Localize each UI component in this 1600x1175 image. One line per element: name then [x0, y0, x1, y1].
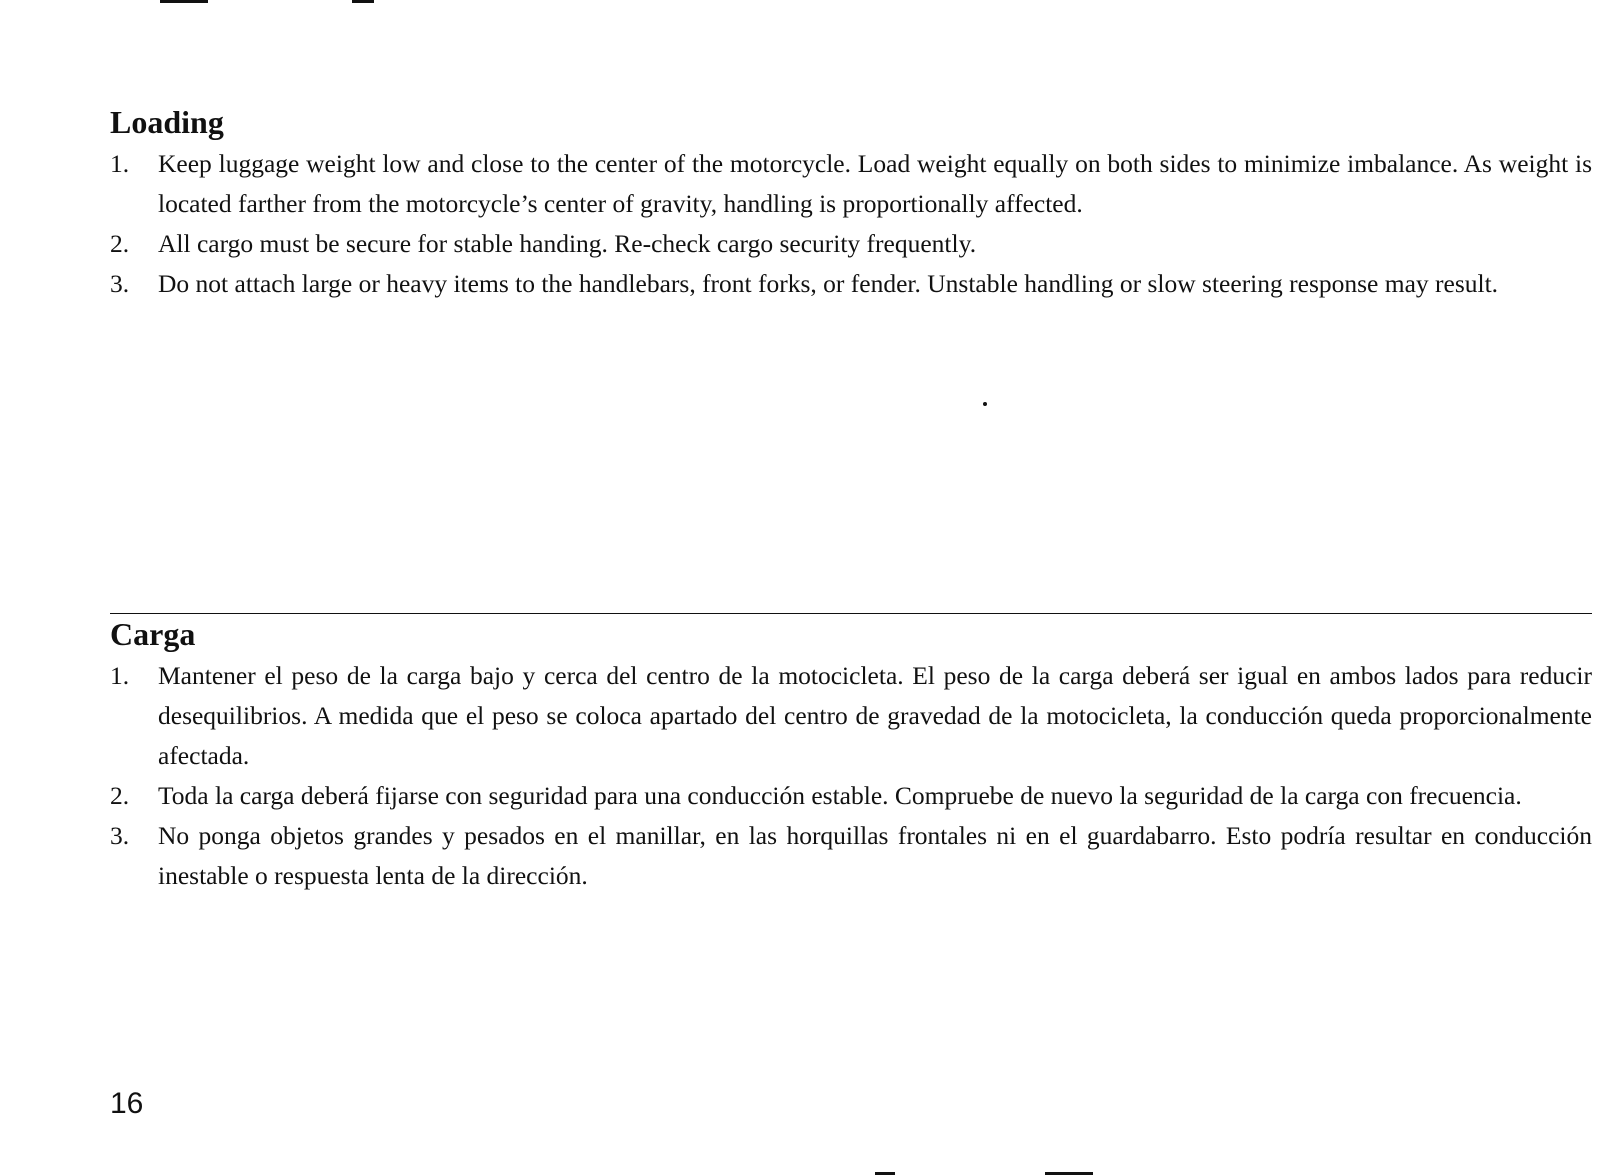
loading-item-2 — [110, 224, 1592, 264]
list-item-text: Keep luggage weight low and close to the center of the motorcycle. Load weight equally on both sides to minimize imbalance. As weight is located farther from the motorcycle’s center of gravity, handling is proportionally affected. — [158, 149, 1592, 218]
list-number: 3. — [110, 821, 130, 850]
list-number: 1. — [110, 661, 130, 690]
loading-item-3 — [110, 264, 1592, 304]
page-number: 16 — [110, 1087, 144, 1120]
top-edge-mark-left — [160, 0, 208, 3]
loading-section — [110, 100, 1592, 304]
carga-section — [110, 612, 1592, 896]
loading-heading: Loading — [110, 104, 224, 140]
carga-heading: Carga — [110, 616, 196, 652]
list-number: 2. — [110, 229, 130, 258]
carga-item-1 — [110, 656, 1592, 776]
list-number: 3. — [110, 269, 130, 298]
carga-item-3 — [110, 816, 1592, 896]
list-number: 1. — [110, 149, 130, 178]
list-number: 2. — [110, 781, 130, 810]
loading-item-1 — [110, 144, 1592, 224]
print-speck — [983, 402, 987, 406]
list-item-text: All cargo must be secure for stable handing. Re-check cargo security frequently. — [158, 229, 977, 258]
list-item-text: Toda la carga deberá fijarse con seguridad para una conducción estable. Compruebe de nuevo la seguridad de la carga con frecuencia. — [158, 781, 1522, 810]
carga-item-2 — [110, 776, 1592, 816]
list-item-text: No ponga objetos grandes y pesados en el manillar, en las horquillas frontales ni en el guardabarro. Esto podría resultar en conducción inestable o respuesta lenta de la dirección. — [158, 821, 1592, 890]
top-edge-mark-center — [352, 0, 374, 3]
loading-list — [110, 144, 1592, 304]
list-item-text: Mantener el peso de la carga bajo y cerca del centro de la motocicleta. El peso de la carga deberá ser igual en ambos lados para reducir desequilibrios. A medida que el peso se coloca apartado del centro de gravedad de la motocicleta, la conducción queda proporcionalmente afectada. — [158, 661, 1592, 770]
carga-list — [110, 656, 1592, 896]
list-item-text: Do not attach large or heavy items to the handlebars, front forks, or fender. Unstable handling or slow steering response may result. — [158, 269, 1499, 298]
